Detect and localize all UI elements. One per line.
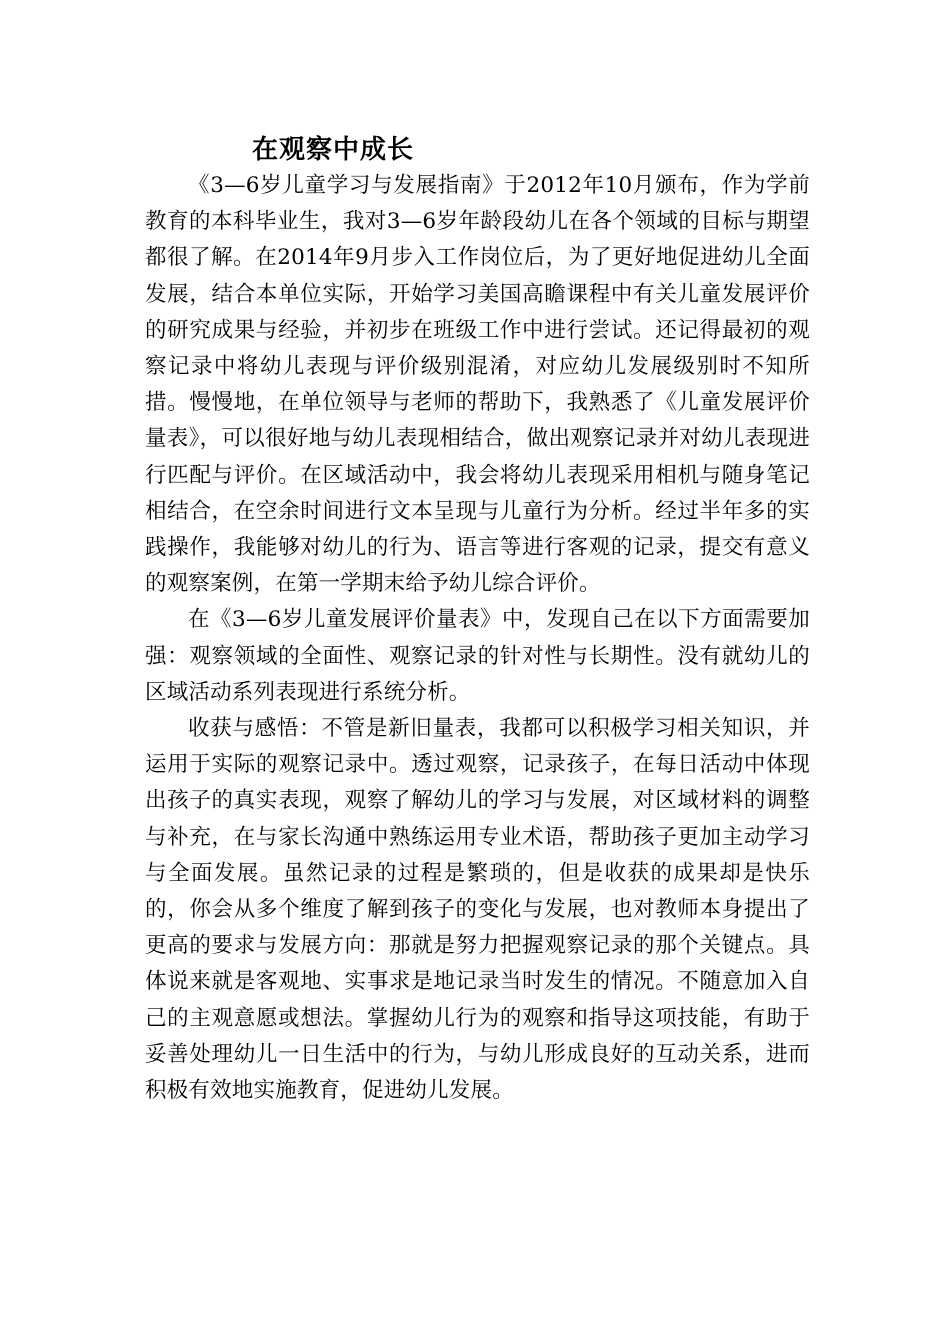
document-title: 在观察中成长: [252, 135, 415, 165]
paragraph-intro: 《3—6岁儿童学习与发展指南》于2012年10月颁布，作为学前教育的本科毕业生，我对3—6岁年龄段幼儿在各个领域的目标与期望都很了解。在2014年9月步入工作岗位后，为了更好地促进幼儿全面发展，结合本单位实际，开始学习美国高瞻课程中有关儿童发展评价的研究成果与经验，并初步在班级工作中进行尝试。还记得最初的观察记录中将幼儿表现与评价级别混淆，对应幼儿发展级别时不知所措。慢慢地，在单位领导与老师的帮助下，我熟悉了《儿童发展评价量表》，可以很好地与幼儿表现相结合，做出观察记录并对幼儿表现进行匹配与评价。在区域活动中，我会将幼儿表现采用相机与随身笔记相结合，在空余时间进行文本呈现与儿童行为分析。经过半年多的实践操作，我能够对幼儿的行为、语言等进行客观的记录，提交有意义的观察案例，在第一学期末给予幼儿综合评价。: [145, 173, 810, 597]
document-body: [145, 168, 810, 1109]
paragraph-reflection: 收获与感悟：不管是新旧量表，我都可以积极学习相关知识，并运用于实际的观察记录中。透过观察，记录孩子，在每日活动中体现出孩子的真实表现，观察了解幼儿的学习与发展，对区域材料的调整与补充，在与家长沟通中熟练运用专业术语，帮助孩子更加主动学习与全面发展。虽然记录的过程是繁琐的，但是收获的成果却是快乐的，你会从多个维度了解到孩子的变化与发展，也对教师本身提出了更高的要求与发展方向：那就是努力把握观察记录的那个关键点。具体说来就是客观地、实事求是地记录当时发生的情况。不随意加入自己的主观意愿或想法。掌握幼儿行为的观察和指导这项技能，有助于妥善处理幼儿一日生活中的行为，与幼儿形成良好的互动关系，进而积极有效地实施教育，促进幼儿发展。: [145, 716, 810, 1104]
paragraph-improvement: 在《3—6岁儿童发展评价量表》中，发现自己在以下方面需要加强：观察领域的全面性、观察记录的针对性与长期性。没有就幼儿的区域活动系列表现进行系统分析。: [145, 607, 810, 705]
